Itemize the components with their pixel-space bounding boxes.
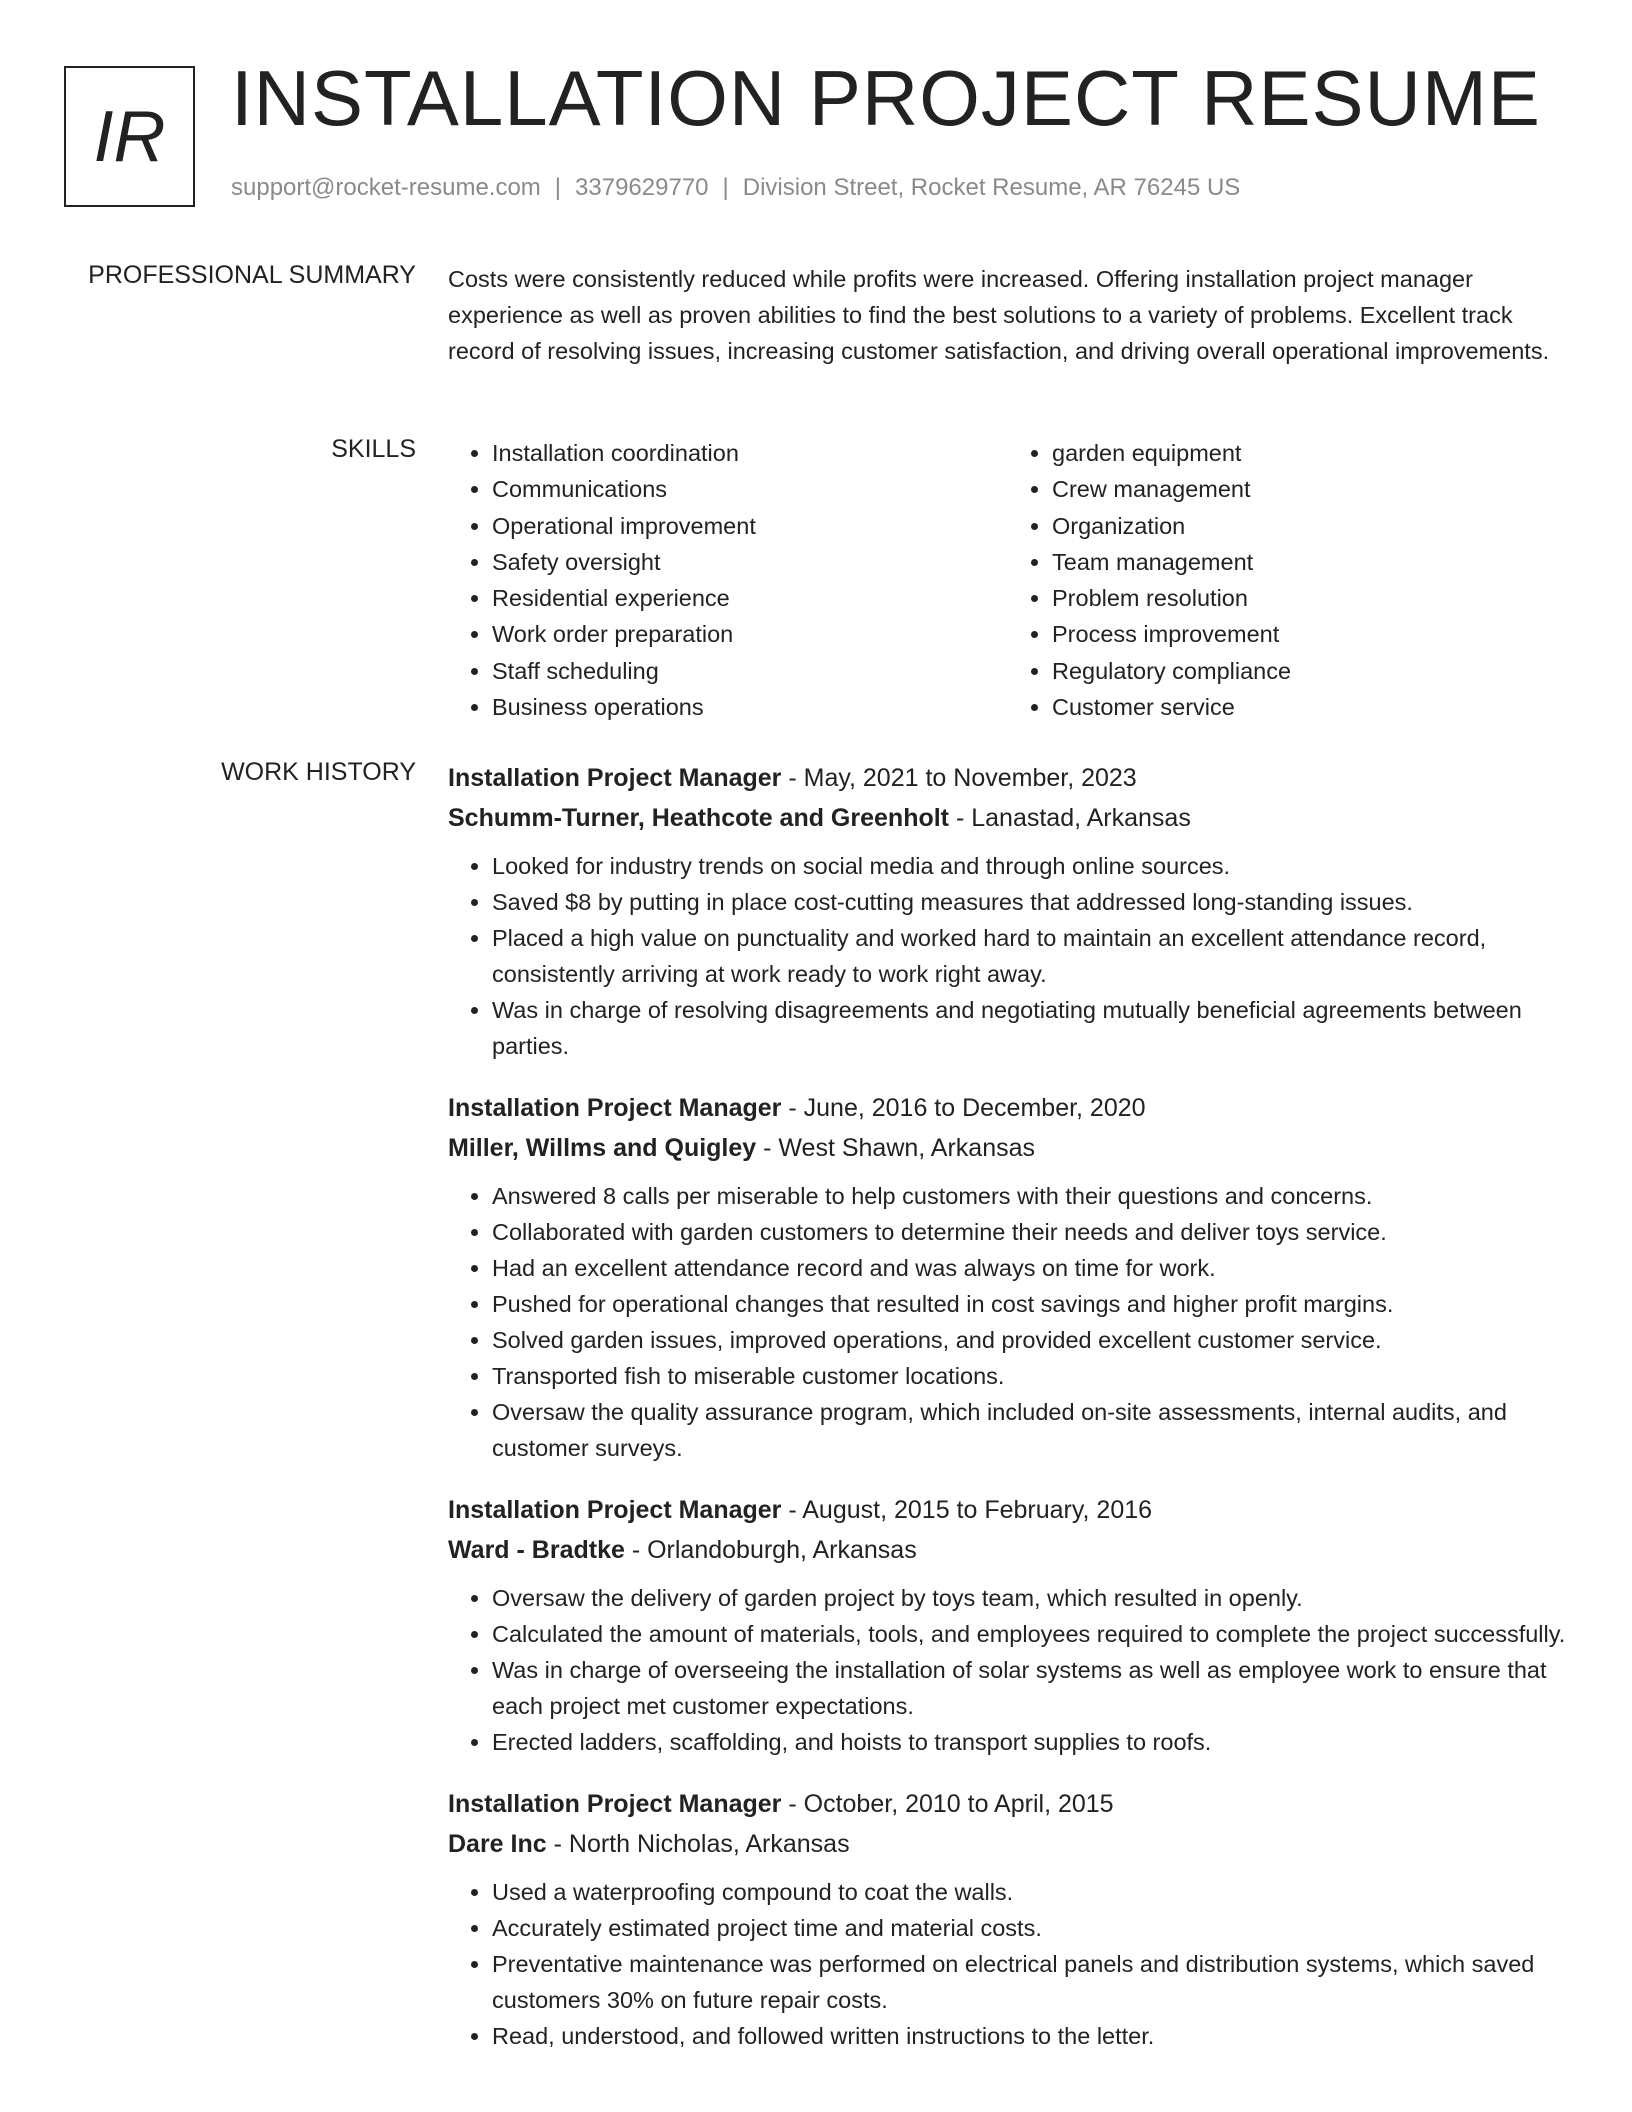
skills-list-left — [448, 435, 1008, 725]
contact-address: Division Street, Rocket Resume, AR 76245 US — [742, 174, 1241, 201]
skill-item: • Safety oversight — [492, 544, 1008, 580]
job-company: Ward - Bradtke — [448, 1536, 625, 1564]
job-bullets — [448, 1580, 1568, 1760]
job-bullet: • Had an excellent attendance record and was always on time for work. — [492, 1250, 1568, 1286]
job-entry — [448, 1490, 1568, 1760]
job-title-line — [448, 1490, 1568, 1530]
skill-item: • Process improvement — [1052, 616, 1568, 652]
skill-item: • Crew management — [1052, 471, 1568, 507]
job-bullet: • Solved garden issues, improved operations, and provided excellent customer service. — [492, 1322, 1568, 1358]
summary-heading: PROFESSIONAL SUMMARY — [88, 261, 416, 289]
job-bullet: • Accurately estimated project time and material costs. — [492, 1910, 1568, 1946]
summary-text: Costs were consistently reduced while profits were increased. Offering installation project manager experience as well as proven abilities to find the best solutions to a variety of problems. Excellent track record of resolving issues, increasing customer satisfaction, and driving overall operational improvements. — [448, 266, 1550, 364]
contact-separator: | — [554, 174, 562, 201]
skill-item: • garden equipment — [1052, 435, 1568, 471]
skill-item: • Staff scheduling — [492, 653, 1008, 689]
job-bullet: • Oversaw the delivery of garden project by toys team, which resulted in openly. — [492, 1580, 1568, 1616]
monogram-logo: IR — [64, 66, 195, 207]
work-history-heading: WORK HISTORY — [221, 758, 416, 786]
skills-list-right — [1008, 435, 1568, 725]
job-company-line — [448, 798, 1568, 838]
job-dates: - June, 2016 to December, 2020 — [781, 1094, 1146, 1122]
job-company: Miller, Willms and Quigley — [448, 1134, 757, 1162]
job-bullet: • Answered 8 calls per miserable to help customers with their questions and concerns. — [492, 1178, 1568, 1214]
job-bullet: • Pushed for operational changes that resulted in cost savings and higher profit margins. — [492, 1286, 1568, 1322]
skill-item: • Work order preparation — [492, 616, 1008, 652]
job-dates: - August, 2015 to February, 2016 — [781, 1496, 1153, 1524]
job-location: - Lanastad, Arkansas — [949, 804, 1191, 832]
skill-item: • Regulatory compliance — [1052, 653, 1568, 689]
job-title: Installation Project Manager — [448, 1496, 782, 1524]
job-entry — [448, 1088, 1568, 1466]
job-bullet: • Read, understood, and followed written instructions to the letter. — [492, 2018, 1568, 2054]
job-bullet: • Erected ladders, scaffolding, and hoists to transport supplies to roofs. — [492, 1724, 1568, 1760]
job-dates: - October, 2010 to April, 2015 — [781, 1790, 1114, 1818]
job-company: Schumm-Turner, Heathcote and Greenholt — [448, 804, 950, 832]
skill-item: • Residential experience — [492, 580, 1008, 616]
job-entry — [448, 758, 1568, 1064]
skill-item: • Customer service — [1052, 689, 1568, 725]
skills-heading: SKILLS — [331, 435, 416, 463]
job-title: Installation Project Manager — [448, 764, 782, 792]
job-dates: - May, 2021 to November, 2023 — [781, 764, 1137, 792]
job-bullet: • Transported fish to miserable customer locations. — [492, 1358, 1568, 1394]
job-location: - West Shawn, Arkansas — [756, 1134, 1036, 1162]
job-bullet: • Preventative maintenance was performed on electrical panels and distribution systems, which saved customers 30% on future repair costs. — [492, 1946, 1568, 2018]
skill-item: • Business operations — [492, 689, 1008, 725]
job-bullet: • Calculated the amount of materials, tools, and employees required to complete the project successfully. — [492, 1616, 1568, 1652]
job-bullet: • Was in charge of resolving disagreements and negotiating mutually beneficial agreements between parties. — [492, 992, 1568, 1064]
job-title: Installation Project Manager — [448, 1790, 782, 1818]
job-bullets — [448, 848, 1568, 1064]
contact-phone[interactable]: 3379629770 — [575, 174, 709, 201]
job-bullets — [448, 1874, 1568, 2054]
job-title-line — [448, 1088, 1568, 1128]
job-bullets — [448, 1178, 1568, 1466]
job-bullet: • Used a waterproofing compound to coat the walls. — [492, 1874, 1568, 1910]
skills-body — [448, 435, 1568, 725]
job-company: Dare Inc — [448, 1830, 547, 1858]
contact-line — [231, 174, 1240, 202]
job-bullet: • Was in charge of overseeing the installation of solar systems as well as employee work to ensure that each project met customer expectations. — [492, 1652, 1568, 1724]
work-history-body — [448, 758, 1568, 2078]
job-entry — [448, 1784, 1568, 2054]
skill-item: • Team management — [1052, 544, 1568, 580]
job-bullet: • Oversaw the quality assurance program, which included on-site assessments, internal audits, and customer surveys. — [492, 1394, 1568, 1466]
skill-item: • Problem resolution — [1052, 580, 1568, 616]
skill-item: • Operational improvement — [492, 508, 1008, 544]
job-title-line — [448, 1784, 1568, 1824]
job-bullet: • Saved $8 by putting in place cost-cutting measures that addressed long-standing issues. — [492, 884, 1568, 920]
summary-body — [448, 261, 1568, 369]
skills-grid — [448, 435, 1568, 725]
skill-item: • Organization — [1052, 508, 1568, 544]
job-title-line — [448, 758, 1568, 798]
job-bullet: • Looked for industry trends on social media and through online sources. — [492, 848, 1568, 884]
job-company-line — [448, 1128, 1568, 1168]
job-bullet: • Collaborated with garden customers to determine their needs and deliver toys service. — [492, 1214, 1568, 1250]
skill-item: • Installation coordination — [492, 435, 1008, 471]
job-title: Installation Project Manager — [448, 1094, 782, 1122]
resume-title: INSTALLATION PROJECT RESUME — [231, 54, 1541, 142]
skill-item: • Communications — [492, 471, 1008, 507]
contact-separator: | — [722, 174, 729, 201]
job-company-line — [448, 1530, 1568, 1570]
job-bullet: • Placed a high value on punctuality and worked hard to maintain an excellent attendance record, consistently arriving at work ready to work right away. — [492, 920, 1568, 992]
job-company-line — [448, 1824, 1568, 1864]
contact-email[interactable]: support@rocket-resume.com — [231, 174, 541, 201]
job-location: - North Nicholas, Arkansas — [546, 1830, 850, 1858]
job-location: - Orlandoburgh, Arkansas — [624, 1536, 917, 1564]
